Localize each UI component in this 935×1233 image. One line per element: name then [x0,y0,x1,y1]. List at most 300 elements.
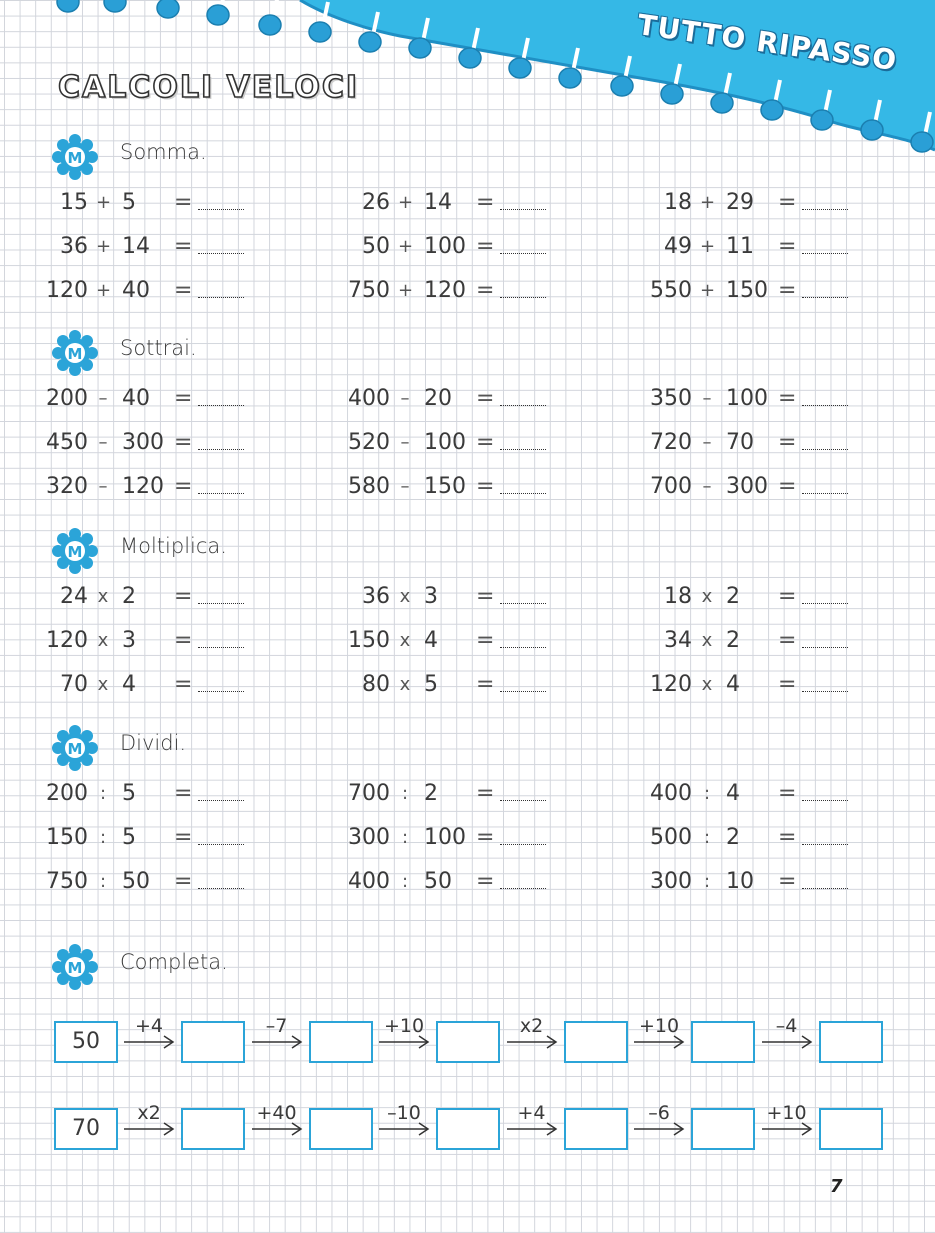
equation-row [648,584,908,628]
operand-b: 150 [424,474,466,499]
answer-blank[interactable] [198,602,244,604]
step-label: +10 [766,1102,807,1124]
m-flower-icon [52,528,98,574]
operator: : [703,871,711,892]
equals-sign: = [476,672,495,697]
equation-row [44,190,304,234]
operand-a: 700 [348,781,390,806]
answer-blank[interactable] [802,646,848,648]
equation-row [346,869,606,913]
operand-b: 300 [726,474,768,499]
operand-b: 5 [122,825,136,850]
answer-blank[interactable] [500,252,546,254]
equation-row [44,386,304,430]
equals-sign: = [476,430,495,455]
start-box: 50 [54,1021,118,1063]
exercise-column [648,584,908,716]
equation-row [346,628,606,672]
m-flower-icon [52,944,98,990]
equation-row [346,584,606,628]
operator: + [398,280,414,301]
equals-sign: = [476,234,495,259]
equation-row [648,672,908,716]
operand-a: 520 [348,430,390,455]
equation-row [648,386,908,430]
operand-b: 5 [122,781,136,806]
equation-row [648,278,908,322]
answer-box[interactable] [309,1021,373,1063]
operand-b: 40 [122,386,150,411]
equation-row [648,430,908,474]
operand-a: 320 [46,474,88,499]
operand-b: 120 [424,278,466,303]
operand-b: 70 [726,430,754,455]
operand-b: 11 [726,234,754,259]
equation-row [648,869,908,913]
equation-row [648,825,908,869]
equals-sign: = [476,781,495,806]
operand-a: 550 [650,278,692,303]
operator: + [700,280,716,301]
operand-b: 300 [122,430,164,455]
spiral-ring [259,15,281,35]
equals-sign: = [476,190,495,215]
spiral-ring [661,84,683,104]
operator: – [98,476,108,497]
equals-sign: = [778,474,797,499]
step-label: –6 [648,1102,670,1124]
answer-blank[interactable] [500,843,546,845]
step-arrow [248,1015,306,1063]
equals-sign: = [476,386,495,411]
operator: x [701,586,713,607]
operator: – [702,432,712,453]
operator: x [399,586,411,607]
operator: x [701,674,713,695]
operand-b: 50 [122,869,150,894]
step-label: +10 [638,1015,680,1037]
equals-sign: = [476,584,495,609]
exercise-column [346,190,606,322]
operand-b: 2 [424,781,438,806]
operand-b: 120 [122,474,164,499]
step-arrow [375,1102,433,1150]
step-arrow [248,1102,306,1150]
operand-b: 100 [424,430,466,455]
equation-row [44,628,304,672]
answer-blank[interactable] [802,887,848,889]
operator: – [400,476,410,497]
number-chain [54,1015,894,1067]
spiral-ring [711,93,733,113]
answer-blank[interactable] [198,404,244,406]
equals-sign: = [174,430,193,455]
answer-blank[interactable] [500,492,546,494]
operand-a: 750 [46,869,88,894]
page-number: 7 [830,1176,843,1197]
equation-row [346,474,606,518]
operator: x [701,630,713,651]
spiral-ring [861,120,883,140]
operator: + [96,280,112,301]
operand-a: 300 [650,869,692,894]
operand-a: 120 [46,628,88,653]
equals-sign: = [778,430,797,455]
operand-a: 400 [650,781,692,806]
operator: – [98,388,108,409]
equals-sign: = [174,584,193,609]
operator: : [703,783,711,804]
answer-blank[interactable] [500,602,546,604]
operator: x [97,630,109,651]
operand-b: 2 [726,628,740,653]
operand-b: 40 [122,278,150,303]
answer-box[interactable] [819,1108,883,1150]
equals-sign: = [174,781,193,806]
operand-a: 720 [650,430,692,455]
operand-b: 2 [726,584,740,609]
exercise-column [346,584,606,716]
answer-box[interactable] [564,1021,628,1063]
operand-a: 150 [348,628,390,653]
operand-a: 200 [46,781,88,806]
equals-sign: = [778,190,797,215]
equals-sign: = [174,672,193,697]
operator: – [702,476,712,497]
answer-blank[interactable] [500,296,546,298]
svg-text:M: M [67,959,83,977]
operand-a: 500 [650,825,692,850]
answer-blank[interactable] [802,690,848,692]
equals-sign: = [174,869,193,894]
svg-text:M: M [67,149,83,167]
operand-b: 29 [726,190,754,215]
answer-box[interactable] [691,1021,755,1063]
number-chain [54,1102,894,1154]
operand-a: 400 [348,386,390,411]
m-flower-icon [52,330,98,376]
equation-row [648,190,908,234]
operator: : [401,827,409,848]
operator: + [96,236,112,257]
spiral-ring [559,68,581,88]
answer-box[interactable] [691,1108,755,1150]
answer-blank[interactable] [500,690,546,692]
operand-b: 4 [726,781,740,806]
equation-row [346,190,606,234]
step-label: –7 [265,1015,288,1037]
operand-b: 3 [122,628,136,653]
answer-blank[interactable] [802,799,848,801]
answer-blank[interactable] [500,646,546,648]
step-label: –10 [387,1102,421,1124]
operand-a: 36 [362,584,390,609]
operand-a: 49 [664,234,692,259]
step-arrow [120,1015,178,1063]
instruction-text: Moltiplica. [120,534,227,558]
step-label: +40 [256,1102,297,1124]
spiral-ring [104,0,126,12]
answer-blank[interactable] [198,492,244,494]
operand-a: 700 [650,474,692,499]
operator: – [98,432,108,453]
operand-b: 20 [424,386,452,411]
equals-sign: = [174,386,193,411]
exercise-column [346,386,606,518]
answer-box[interactable] [181,1108,245,1150]
equals-sign: = [476,869,495,894]
operand-a: 150 [46,825,88,850]
operand-a: 50 [362,234,390,259]
equation-row [346,386,606,430]
answer-box[interactable] [181,1021,245,1063]
operand-a: 120 [650,672,692,697]
answer-blank[interactable] [198,887,244,889]
answer-box[interactable] [564,1108,628,1150]
step-label: –4 [775,1015,798,1037]
step-arrow [758,1015,816,1063]
answer-blank[interactable] [802,296,848,298]
spiral-ring [207,5,229,25]
step-arrow [503,1102,561,1150]
operator: x [97,674,109,695]
answer-blank[interactable] [198,252,244,254]
equals-sign: = [778,628,797,653]
equation-row [648,234,908,278]
operand-b: 5 [122,190,136,215]
equation-row [44,430,304,474]
answer-blank[interactable] [802,208,848,210]
equation-row [346,672,606,716]
operand-b: 4 [122,672,136,697]
spiral-ring [911,132,933,152]
equals-sign: = [476,628,495,653]
step-arrow [375,1015,433,1063]
operand-b: 4 [726,672,740,697]
answer-blank[interactable] [802,404,848,406]
step-label: x2 [519,1015,544,1037]
svg-text:M: M [67,740,83,758]
exercise-column [44,386,304,518]
svg-text:M: M [67,345,83,363]
operand-a: 26 [362,190,390,215]
operator: + [700,236,716,257]
answer-blank[interactable] [198,843,244,845]
step-arrow [758,1102,816,1150]
spiral-ring [811,110,833,130]
operand-a: 450 [46,430,88,455]
answer-box[interactable] [436,1108,500,1150]
operand-a: 24 [60,584,88,609]
operand-a: 120 [46,278,88,303]
equation-row [346,234,606,278]
equation-row [346,825,606,869]
operand-b: 150 [726,278,768,303]
equals-sign: = [174,825,193,850]
equals-sign: = [778,386,797,411]
operand-b: 2 [122,584,136,609]
operand-b: 10 [726,869,754,894]
answer-box[interactable] [309,1108,373,1150]
spiral-ring [509,58,531,78]
step-label: +4 [134,1015,163,1037]
answer-blank[interactable] [500,887,546,889]
equals-sign: = [174,278,193,303]
exercise-column [44,781,304,913]
exercise-column [346,781,606,913]
operator: + [398,236,414,257]
equals-sign: = [476,825,495,850]
svg-text:M: M [67,543,83,561]
equals-sign: = [778,869,797,894]
step-arrow [630,1102,688,1150]
equals-sign: = [174,190,193,215]
page-title: CALCOLI VELOCI [58,70,360,105]
answer-blank[interactable] [198,296,244,298]
operator: x [399,630,411,651]
equation-row [44,869,304,913]
operand-b: 3 [424,584,438,609]
answer-blank[interactable] [802,492,848,494]
equation-row [44,474,304,518]
answer-blank[interactable] [500,208,546,210]
equation-row [648,781,908,825]
operator: x [399,674,411,695]
start-box: 70 [54,1108,118,1150]
answer-blank[interactable] [802,252,848,254]
operand-a: 15 [60,190,88,215]
step-label: +4 [517,1102,546,1124]
equation-row [44,234,304,278]
operator: + [700,192,716,213]
operand-a: 70 [60,672,88,697]
operator: – [702,388,712,409]
step-arrow [120,1102,178,1150]
spiral-ring [409,38,431,58]
spiral-ring [157,0,179,18]
operator: x [97,586,109,607]
spiral-ring [57,0,79,12]
answer-blank[interactable] [500,404,546,406]
operand-b: 5 [424,672,438,697]
operand-a: 36 [60,234,88,259]
operator: : [401,871,409,892]
instruction-text: Somma. [120,140,207,164]
equals-sign: = [174,628,193,653]
spiral-ring [459,48,481,68]
operand-a: 750 [348,278,390,303]
equation-row [44,672,304,716]
spiral-ring [761,100,783,120]
equation-row [346,781,606,825]
operator: – [400,388,410,409]
equals-sign: = [778,234,797,259]
exercise-column [44,190,304,322]
answer-box[interactable] [819,1021,883,1063]
operand-a: 18 [664,190,692,215]
equals-sign: = [778,825,797,850]
operand-a: 80 [362,672,390,697]
equation-row [648,628,908,672]
equals-sign: = [778,278,797,303]
answer-blank[interactable] [198,448,244,450]
operator: : [99,871,107,892]
operator: – [400,432,410,453]
spiral-ring [309,22,331,42]
operand-a: 400 [348,869,390,894]
equals-sign: = [174,474,193,499]
step-label: +10 [383,1015,425,1037]
equals-sign: = [476,474,495,499]
step-arrow [503,1015,561,1063]
operator: : [99,827,107,848]
answer-blank[interactable] [198,208,244,210]
equals-sign: = [778,672,797,697]
equation-row [648,474,908,518]
instruction-text: Dividi. [120,731,187,755]
spiral-ring [359,32,381,52]
equals-sign: = [174,234,193,259]
banner-label: TUTTO RIPASSO [635,8,900,78]
answer-box[interactable] [436,1021,500,1063]
step-label: x2 [137,1102,161,1124]
equals-sign: = [476,278,495,303]
equation-row [44,781,304,825]
operand-b: 4 [424,628,438,653]
operator: : [703,827,711,848]
step-arrow [630,1015,688,1063]
answer-blank[interactable] [500,799,546,801]
operand-a: 18 [664,584,692,609]
operator: : [401,783,409,804]
spiral-ring [611,76,633,96]
equation-row [44,825,304,869]
equation-row [44,584,304,628]
exercise-column [648,190,908,322]
operand-a: 580 [348,474,390,499]
operand-a: 350 [650,386,692,411]
exercise-column [44,584,304,716]
equation-row [346,278,606,322]
answer-blank[interactable] [802,602,848,604]
m-flower-icon [52,725,98,771]
operand-b: 100 [726,386,768,411]
operand-a: 34 [664,628,692,653]
operator: : [99,783,107,804]
operand-b: 2 [726,825,740,850]
answer-blank[interactable] [500,448,546,450]
operand-a: 300 [348,825,390,850]
equals-sign: = [778,781,797,806]
operand-b: 14 [424,190,452,215]
answer-blank[interactable] [198,799,244,801]
answer-blank[interactable] [198,690,244,692]
instruction-text: Completa. [120,950,228,974]
answer-blank[interactable] [802,448,848,450]
answer-blank[interactable] [802,843,848,845]
exercise-column [648,386,908,518]
operand-b: 100 [424,825,466,850]
operand-b: 14 [122,234,150,259]
operand-b: 100 [424,234,466,259]
operand-b: 50 [424,869,452,894]
equation-row [346,430,606,474]
equals-sign: = [778,584,797,609]
equation-row [44,278,304,322]
operator: + [398,192,414,213]
answer-blank[interactable] [198,646,244,648]
operator: + [96,192,112,213]
